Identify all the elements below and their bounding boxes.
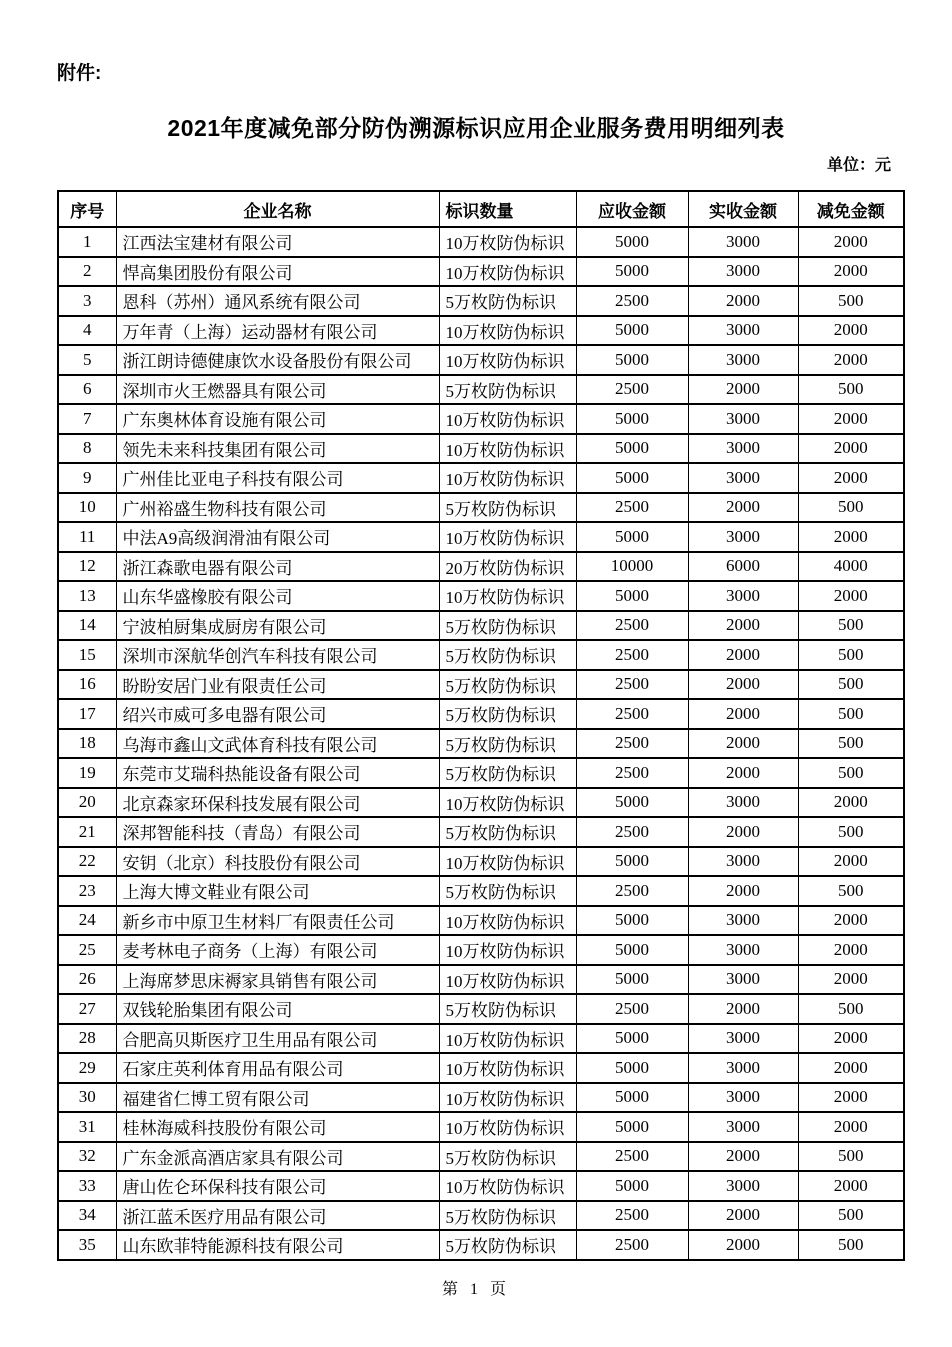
table-row: [58, 316, 904, 346]
cell-company: 山东欧菲特能源科技有限公司: [116, 1230, 439, 1260]
table-row: [58, 906, 904, 936]
cell-seq: 6: [58, 375, 116, 405]
cell-receivable: 2500: [576, 729, 688, 759]
header-quantity: 标识数量: [439, 191, 576, 227]
cell-receivable: 5000: [576, 522, 688, 552]
cell-company: 绍兴市威可多电器有限公司: [116, 699, 439, 729]
cell-company: 合肥高贝斯医疗卫生用品有限公司: [116, 1024, 439, 1054]
cell-reduced: 500: [798, 699, 904, 729]
cell-seq: 20: [58, 788, 116, 818]
cell-company: 新乡市中原卫生材料厂有限责任公司: [116, 906, 439, 936]
cell-reduced: 2000: [798, 581, 904, 611]
cell-reduced: 500: [798, 611, 904, 641]
cell-reduced: 2000: [798, 1053, 904, 1083]
cell-seq: 27: [58, 994, 116, 1024]
table-row: [58, 640, 904, 670]
cell-received: 2000: [688, 817, 798, 847]
cell-reduced: 2000: [798, 345, 904, 375]
table-row: [58, 552, 904, 582]
cell-received: 2000: [688, 1230, 798, 1260]
table-row: [58, 434, 904, 464]
cell-receivable: 5000: [576, 965, 688, 995]
cell-reduced: 2000: [798, 1024, 904, 1054]
cell-quantity: 10万枚防伪标识: [439, 257, 576, 287]
cell-receivable: 2500: [576, 758, 688, 788]
cell-received: 6000: [688, 552, 798, 582]
cell-reduced: 2000: [798, 1112, 904, 1142]
cell-seq: 19: [58, 758, 116, 788]
cell-seq: 7: [58, 404, 116, 434]
table-row: [58, 935, 904, 965]
cell-company: 乌海市鑫山文武体育科技有限公司: [116, 729, 439, 759]
cell-reduced: 2000: [798, 522, 904, 552]
cell-quantity: 10万枚防伪标识: [439, 463, 576, 493]
cell-reduced: 500: [798, 286, 904, 316]
cell-received: 3000: [688, 581, 798, 611]
cell-company: 万年青（上海）运动器材有限公司: [116, 316, 439, 346]
cell-seq: 22: [58, 847, 116, 877]
table-row: [58, 729, 904, 759]
cell-quantity: 10万枚防伪标识: [439, 522, 576, 552]
cell-reduced: 500: [798, 670, 904, 700]
cell-received: 3000: [688, 316, 798, 346]
cell-reduced: 2000: [798, 257, 904, 287]
cell-receivable: 2500: [576, 640, 688, 670]
cell-seq: 12: [58, 552, 116, 582]
cell-received: 3000: [688, 257, 798, 287]
cell-quantity: 5万枚防伪标识: [439, 611, 576, 641]
unit-label: 单位：元: [826, 157, 891, 174]
cell-reduced: 2000: [798, 906, 904, 936]
cell-receivable: 2500: [576, 994, 688, 1024]
cell-quantity: 10万枚防伪标识: [439, 1083, 576, 1113]
cell-received: 3000: [688, 935, 798, 965]
cell-received: 2000: [688, 375, 798, 405]
table-row: [58, 522, 904, 552]
cell-receivable: 5000: [576, 434, 688, 464]
cell-reduced: 2000: [798, 434, 904, 464]
cell-reduced: 2000: [798, 404, 904, 434]
table-row: [58, 1083, 904, 1113]
cell-received: 3000: [688, 522, 798, 552]
cell-quantity: 5万枚防伪标识: [439, 699, 576, 729]
cell-quantity: 10万枚防伪标识: [439, 581, 576, 611]
table-row: [58, 345, 904, 375]
cell-reduced: 500: [798, 1230, 904, 1260]
table-row: [58, 1112, 904, 1142]
header-receivable: 应收金额: [576, 191, 688, 227]
cell-receivable: 5000: [576, 581, 688, 611]
cell-quantity: 5万枚防伪标识: [439, 640, 576, 670]
cell-quantity: 10万枚防伪标识: [439, 227, 576, 257]
cell-reduced: 500: [798, 1142, 904, 1172]
cell-receivable: 5000: [576, 1053, 688, 1083]
cell-company: 浙江蓝禾医疗用品有限公司: [116, 1201, 439, 1231]
cell-reduced: 500: [798, 994, 904, 1024]
cell-receivable: 2500: [576, 699, 688, 729]
cell-company: 石家庄英利体育用品有限公司: [116, 1053, 439, 1083]
cell-received: 3000: [688, 788, 798, 818]
table-row: [58, 581, 904, 611]
cell-company: 悍高集团股份有限公司: [116, 257, 439, 287]
table-row: [58, 257, 904, 287]
cell-seq: 25: [58, 935, 116, 965]
cell-receivable: 2500: [576, 375, 688, 405]
cell-reduced: 500: [798, 758, 904, 788]
cell-quantity: 10万枚防伪标识: [439, 316, 576, 346]
cell-seq: 21: [58, 817, 116, 847]
cell-quantity: 5万枚防伪标识: [439, 758, 576, 788]
cell-received: 2000: [688, 876, 798, 906]
cell-company: 浙江森歌电器有限公司: [116, 552, 439, 582]
cell-receivable: 5000: [576, 1083, 688, 1113]
cell-receivable: 2500: [576, 817, 688, 847]
cell-quantity: 5万枚防伪标识: [439, 1230, 576, 1260]
cell-seq: 35: [58, 1230, 116, 1260]
cell-quantity: 5万枚防伪标识: [439, 286, 576, 316]
table-row: [58, 611, 904, 641]
cell-receivable: 10000: [576, 552, 688, 582]
cell-company: 广东奥林体育设施有限公司: [116, 404, 439, 434]
cell-received: 2000: [688, 699, 798, 729]
cell-quantity: 5万枚防伪标识: [439, 876, 576, 906]
cell-received: 3000: [688, 965, 798, 995]
cell-quantity: 10万枚防伪标识: [439, 1171, 576, 1201]
cell-receivable: 2500: [576, 493, 688, 523]
table-row: [58, 1024, 904, 1054]
cell-reduced: 2000: [798, 227, 904, 257]
cell-seq: 5: [58, 345, 116, 375]
table-row: [58, 965, 904, 995]
cell-receivable: 5000: [576, 1171, 688, 1201]
cell-quantity: 5万枚防伪标识: [439, 817, 576, 847]
cell-receivable: 2500: [576, 286, 688, 316]
cell-quantity: 10万枚防伪标识: [439, 1053, 576, 1083]
header-reduced: 减免金额: [798, 191, 904, 227]
cell-received: 2000: [688, 640, 798, 670]
cell-reduced: 4000: [798, 552, 904, 582]
cell-receivable: 5000: [576, 345, 688, 375]
cell-receivable: 5000: [576, 906, 688, 936]
cell-quantity: 10万枚防伪标识: [439, 965, 576, 995]
cell-quantity: 10万枚防伪标识: [439, 1112, 576, 1142]
cell-company: 上海席梦思床褥家具销售有限公司: [116, 965, 439, 995]
cell-quantity: 5万枚防伪标识: [439, 670, 576, 700]
cell-seq: 4: [58, 316, 116, 346]
page-footer: 第 1 页: [441, 1281, 510, 1298]
cell-seq: 10: [58, 493, 116, 523]
cell-receivable: 2500: [576, 1142, 688, 1172]
cell-company: 广州裕盛生物科技有限公司: [116, 493, 439, 523]
cell-receivable: 5000: [576, 227, 688, 257]
cell-company: 盼盼安居门业有限责任公司: [116, 670, 439, 700]
cell-received: 2000: [688, 286, 798, 316]
table-row: [58, 1142, 904, 1172]
cell-seq: 17: [58, 699, 116, 729]
page-title: 2021年度减免部分防伪溯源标识应用企业服务费用明细列表: [167, 115, 785, 141]
cell-received: 2000: [688, 670, 798, 700]
cell-company: 深圳市火王燃器具有限公司: [116, 375, 439, 405]
cell-quantity: 10万枚防伪标识: [439, 847, 576, 877]
table-row: [58, 699, 904, 729]
cell-receivable: 5000: [576, 257, 688, 287]
cell-company: 桂林海威科技股份有限公司: [116, 1112, 439, 1142]
table-row: [58, 493, 904, 523]
cell-reduced: 500: [798, 729, 904, 759]
cell-seq: 2: [58, 257, 116, 287]
cell-reduced: 500: [798, 876, 904, 906]
cell-company: 宁波柏厨集成厨房有限公司: [116, 611, 439, 641]
cell-received: 2000: [688, 611, 798, 641]
cell-receivable: 2500: [576, 670, 688, 700]
cell-received: 2000: [688, 1201, 798, 1231]
table-row: [58, 227, 904, 257]
cell-receivable: 2500: [576, 1201, 688, 1231]
cell-company: 广东金派高酒店家具有限公司: [116, 1142, 439, 1172]
cell-received: 3000: [688, 1171, 798, 1201]
cell-company: 双钱轮胎集团有限公司: [116, 994, 439, 1024]
table-row: [58, 1201, 904, 1231]
cell-received: 3000: [688, 847, 798, 877]
cell-receivable: 2500: [576, 876, 688, 906]
table-row: [58, 670, 904, 700]
cell-receivable: 5000: [576, 1024, 688, 1054]
cell-receivable: 2500: [576, 1230, 688, 1260]
cell-received: 3000: [688, 1112, 798, 1142]
cell-reduced: 500: [798, 817, 904, 847]
cell-reduced: 2000: [798, 965, 904, 995]
cell-seq: 16: [58, 670, 116, 700]
table-row: [58, 1053, 904, 1083]
cell-quantity: 10万枚防伪标识: [439, 345, 576, 375]
cell-received: 2000: [688, 758, 798, 788]
cell-seq: 24: [58, 906, 116, 936]
cell-seq: 28: [58, 1024, 116, 1054]
cell-seq: 23: [58, 876, 116, 906]
cell-company: 北京森家环保科技发展有限公司: [116, 788, 439, 818]
header-received: 实收金额: [688, 191, 798, 227]
cell-seq: 11: [58, 522, 116, 552]
table-row: [58, 994, 904, 1024]
cell-seq: 31: [58, 1112, 116, 1142]
cell-quantity: 10万枚防伪标识: [439, 434, 576, 464]
cell-seq: 33: [58, 1171, 116, 1201]
table-row: [58, 1230, 904, 1260]
cell-received: 3000: [688, 1053, 798, 1083]
attachment-label: 附件:: [57, 63, 102, 84]
table-row: [58, 1171, 904, 1201]
cell-seq: 3: [58, 286, 116, 316]
cell-reduced: 2000: [798, 316, 904, 346]
table-header-row: [58, 191, 904, 227]
cell-seq: 14: [58, 611, 116, 641]
cell-company: 江西法宝建材有限公司: [116, 227, 439, 257]
table-row: [58, 375, 904, 405]
cell-company: 东莞市艾瑞科热能设备有限公司: [116, 758, 439, 788]
table-row: [58, 847, 904, 877]
cell-reduced: 2000: [798, 847, 904, 877]
cell-seq: 34: [58, 1201, 116, 1231]
cell-seq: 13: [58, 581, 116, 611]
cell-seq: 26: [58, 965, 116, 995]
cell-reduced: 500: [798, 1201, 904, 1231]
cell-reduced: 2000: [798, 1083, 904, 1113]
cell-company: 福建省仁博工贸有限公司: [116, 1083, 439, 1113]
header-seq: 序号: [58, 191, 116, 227]
cell-seq: 8: [58, 434, 116, 464]
cell-receivable: 5000: [576, 463, 688, 493]
cell-receivable: 5000: [576, 404, 688, 434]
cell-receivable: 5000: [576, 788, 688, 818]
cell-company: 山东华盛橡胶有限公司: [116, 581, 439, 611]
cell-company: 深邦智能科技（青岛）有限公司: [116, 817, 439, 847]
cell-reduced: 500: [798, 375, 904, 405]
table-row: [58, 404, 904, 434]
cell-received: 3000: [688, 227, 798, 257]
cell-receivable: 2500: [576, 611, 688, 641]
cell-quantity: 5万枚防伪标识: [439, 994, 576, 1024]
cell-received: 3000: [688, 404, 798, 434]
cell-quantity: 5万枚防伪标识: [439, 1142, 576, 1172]
cell-quantity: 10万枚防伪标识: [439, 788, 576, 818]
cell-company: 恩科（苏州）通风系统有限公司: [116, 286, 439, 316]
cell-quantity: 10万枚防伪标识: [439, 1024, 576, 1054]
cell-reduced: 2000: [798, 1171, 904, 1201]
cell-received: 3000: [688, 345, 798, 375]
cell-received: 2000: [688, 994, 798, 1024]
cell-quantity: 10万枚防伪标识: [439, 906, 576, 936]
fee-table: [57, 190, 905, 1261]
cell-reduced: 2000: [798, 935, 904, 965]
cell-receivable: 5000: [576, 1112, 688, 1142]
cell-received: 3000: [688, 906, 798, 936]
header-company: 企业名称: [116, 191, 439, 227]
cell-reduced: 2000: [798, 463, 904, 493]
cell-receivable: 5000: [576, 847, 688, 877]
table-row: [58, 286, 904, 316]
table-row: [58, 788, 904, 818]
cell-quantity: 10万枚防伪标识: [439, 935, 576, 965]
cell-company: 麦考林电子商务（上海）有限公司: [116, 935, 439, 965]
table-row: [58, 758, 904, 788]
cell-receivable: 5000: [576, 935, 688, 965]
cell-company: 广州佳比亚电子科技有限公司: [116, 463, 439, 493]
table-body: [58, 227, 904, 1260]
table-row: [58, 463, 904, 493]
cell-quantity: 5万枚防伪标识: [439, 493, 576, 523]
cell-seq: 30: [58, 1083, 116, 1113]
cell-received: 2000: [688, 1142, 798, 1172]
cell-company: 领先未来科技集团有限公司: [116, 434, 439, 464]
cell-company: 浙江朗诗德健康饮水设备股份有限公司: [116, 345, 439, 375]
cell-received: 3000: [688, 1083, 798, 1113]
cell-seq: 32: [58, 1142, 116, 1172]
cell-company: 中法A9高级润滑油有限公司: [116, 522, 439, 552]
cell-seq: 1: [58, 227, 116, 257]
cell-seq: 29: [58, 1053, 116, 1083]
cell-quantity: 5万枚防伪标识: [439, 375, 576, 405]
cell-company: 深圳市深航华创汽车科技有限公司: [116, 640, 439, 670]
cell-quantity: 20万枚防伪标识: [439, 552, 576, 582]
cell-seq: 18: [58, 729, 116, 759]
cell-company: 安钥（北京）科技股份有限公司: [116, 847, 439, 877]
cell-received: 3000: [688, 1024, 798, 1054]
cell-seq: 15: [58, 640, 116, 670]
cell-reduced: 500: [798, 493, 904, 523]
cell-seq: 9: [58, 463, 116, 493]
cell-reduced: 500: [798, 640, 904, 670]
cell-received: 2000: [688, 493, 798, 523]
cell-company: 上海大博文鞋业有限公司: [116, 876, 439, 906]
cell-receivable: 5000: [576, 316, 688, 346]
cell-company: 唐山佐仑环保科技有限公司: [116, 1171, 439, 1201]
table-row: [58, 817, 904, 847]
cell-quantity: 5万枚防伪标识: [439, 729, 576, 759]
cell-quantity: 10万枚防伪标识: [439, 404, 576, 434]
table-row: [58, 876, 904, 906]
cell-quantity: 5万枚防伪标识: [439, 1201, 576, 1231]
cell-received: 2000: [688, 729, 798, 759]
cell-received: 3000: [688, 463, 798, 493]
cell-reduced: 2000: [798, 788, 904, 818]
cell-received: 3000: [688, 434, 798, 464]
